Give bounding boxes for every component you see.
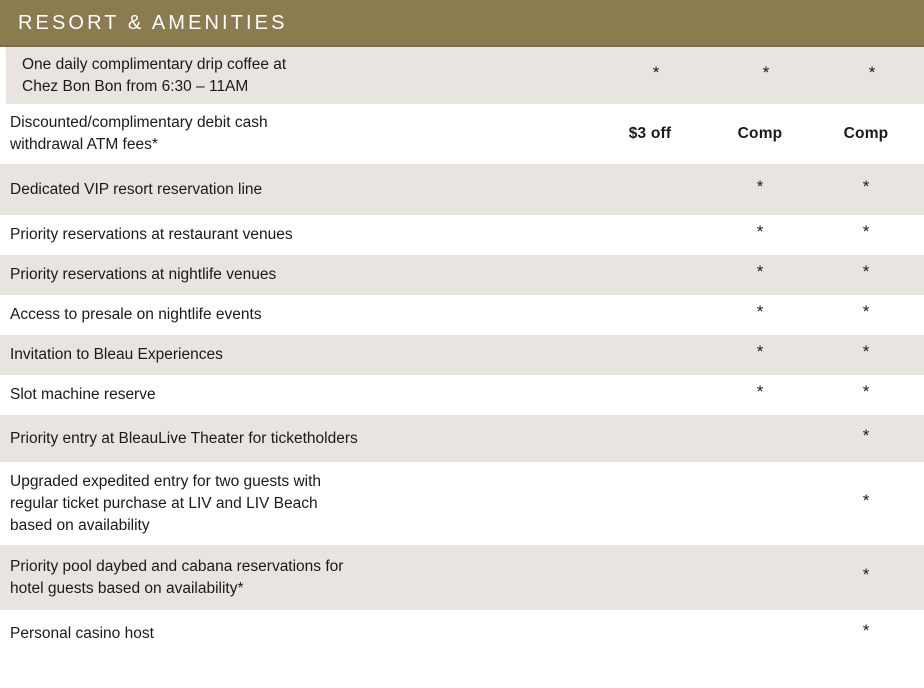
included-asterisk-icon: * — [756, 382, 764, 401]
benefit-label — [0, 304, 590, 326]
table-row — [0, 610, 924, 658]
tier-cell-3 — [810, 490, 922, 515]
benefit-rows-container — [0, 47, 924, 658]
benefit-label-line: Priority reservations at restaurant venues — [10, 226, 293, 243]
section-header-title: RESORT & AMENITIES — [18, 11, 288, 34]
benefit-label-line: Discounted/complimentary debit cash — [10, 114, 268, 131]
tier-cell-3 — [810, 123, 922, 145]
included-asterisk-icon: * — [756, 176, 764, 196]
benefit-label-line: hotel guests based on availability* — [10, 579, 244, 597]
table-row — [0, 545, 924, 610]
table-row — [0, 462, 924, 545]
table-row — [0, 375, 924, 415]
tier-cell-2 — [710, 344, 810, 366]
benefit-value-text: Comp — [737, 125, 783, 142]
tier-cell-2 — [710, 176, 810, 201]
benefit-value-text: Comp — [843, 125, 889, 142]
included-asterisk-icon: * — [862, 302, 870, 321]
included-asterisk-icon: * — [862, 262, 870, 281]
included-asterisk-icon: * — [756, 262, 764, 281]
benefit-label — [0, 179, 590, 201]
tier-cell-1 — [590, 344, 710, 366]
tier-cell-2 — [710, 384, 810, 406]
benefit-label-line: Access to presale on nightlife events — [10, 306, 262, 323]
included-asterisk-icon: * — [862, 564, 870, 584]
included-asterisk-icon: * — [756, 222, 764, 241]
benefit-label — [0, 112, 590, 156]
benefit-label-line: based on availability — [10, 516, 150, 534]
benefit-label-line: Priority reservations at nightlife venues — [10, 266, 277, 283]
table-row — [0, 255, 924, 295]
tier-cell-1 — [596, 62, 716, 87]
tier-cell-3 — [810, 425, 922, 450]
table-row — [0, 164, 924, 215]
benefit-label — [0, 623, 590, 645]
tier-cell-1 — [590, 123, 710, 145]
tier-cell-2 — [710, 567, 810, 589]
tier-cell-3 — [810, 344, 922, 366]
included-asterisk-icon: * — [862, 490, 870, 510]
benefit-label — [0, 344, 590, 366]
benefit-label — [0, 264, 590, 286]
included-asterisk-icon: * — [862, 342, 870, 361]
tier-cell-1 — [590, 567, 710, 589]
tier-cell-1 — [590, 179, 710, 201]
benefit-label-line: Chez Bon Bon from 6:30 – 11AM — [22, 77, 249, 95]
table-row — [0, 335, 924, 375]
included-asterisk-icon: * — [868, 62, 876, 82]
table-row — [0, 415, 924, 462]
benefit-label-line: withdrawal ATM fees* — [10, 136, 158, 153]
tier-cell-2 — [716, 62, 816, 87]
benefit-label — [0, 428, 590, 450]
tier-cell-3 — [810, 623, 922, 645]
benefit-label-line: Slot machine reserve — [10, 386, 156, 403]
included-asterisk-icon: * — [862, 621, 870, 640]
tier-cell-2 — [710, 428, 810, 450]
benefit-label-line: Upgraded expedited entry for two guests with — [10, 472, 322, 490]
tier-cell-2 — [710, 123, 810, 145]
tier-cell-1 — [590, 264, 710, 286]
tier-cell-3 — [810, 384, 922, 406]
section-header — [0, 0, 924, 47]
tier-cell-1 — [590, 304, 710, 326]
tier-cell-3 — [810, 176, 922, 201]
benefit-label-line: Personal casino host — [10, 625, 154, 642]
benefit-label-line: One daily complimentary drip coffee at — [22, 55, 287, 73]
benefit-label-line: Invitation to Bleau Experiences — [10, 346, 223, 363]
tier-cell-3 — [810, 304, 922, 326]
tier-cell-2 — [710, 304, 810, 326]
tier-cell-1 — [590, 428, 710, 450]
benefit-label — [0, 384, 590, 406]
tier-cell-2 — [710, 264, 810, 286]
benefit-label-line: Dedicated VIP resort reservation line — [10, 180, 263, 198]
table-row — [0, 104, 924, 164]
benefit-label — [6, 54, 596, 98]
tier-cell-2 — [710, 493, 810, 515]
included-asterisk-icon: * — [862, 382, 870, 401]
tier-cell-3 — [816, 62, 924, 87]
table-row — [0, 295, 924, 335]
benefit-value-text: $3 off — [628, 125, 672, 142]
tier-cell-1 — [590, 384, 710, 406]
benefit-label-line: Priority entry at BleauLive Theater for ticketholders — [10, 429, 358, 447]
benefit-label — [0, 471, 590, 537]
included-asterisk-icon: * — [762, 62, 770, 82]
tier-cell-3 — [810, 264, 922, 286]
included-asterisk-icon: * — [756, 302, 764, 321]
benefit-label-line: regular ticket purchase at LIV and LIV Beach — [10, 494, 318, 512]
table-row — [0, 215, 924, 255]
tier-cell-1 — [590, 493, 710, 515]
tier-cell-1 — [590, 224, 710, 246]
tier-cell-3 — [810, 224, 922, 246]
benefit-label — [0, 224, 590, 246]
included-asterisk-icon: * — [862, 176, 870, 196]
tier-cell-2 — [710, 224, 810, 246]
tier-cell-3 — [810, 564, 922, 589]
included-asterisk-icon: * — [862, 425, 870, 445]
included-asterisk-icon: * — [756, 342, 764, 361]
benefit-label-line: Priority pool daybed and cabana reservations for — [10, 557, 344, 575]
tier-cell-2 — [710, 623, 810, 645]
included-asterisk-icon: * — [862, 222, 870, 241]
table-row — [6, 47, 924, 104]
included-asterisk-icon: * — [652, 62, 660, 82]
benefit-label — [0, 556, 590, 600]
tier-cell-1 — [590, 623, 710, 645]
